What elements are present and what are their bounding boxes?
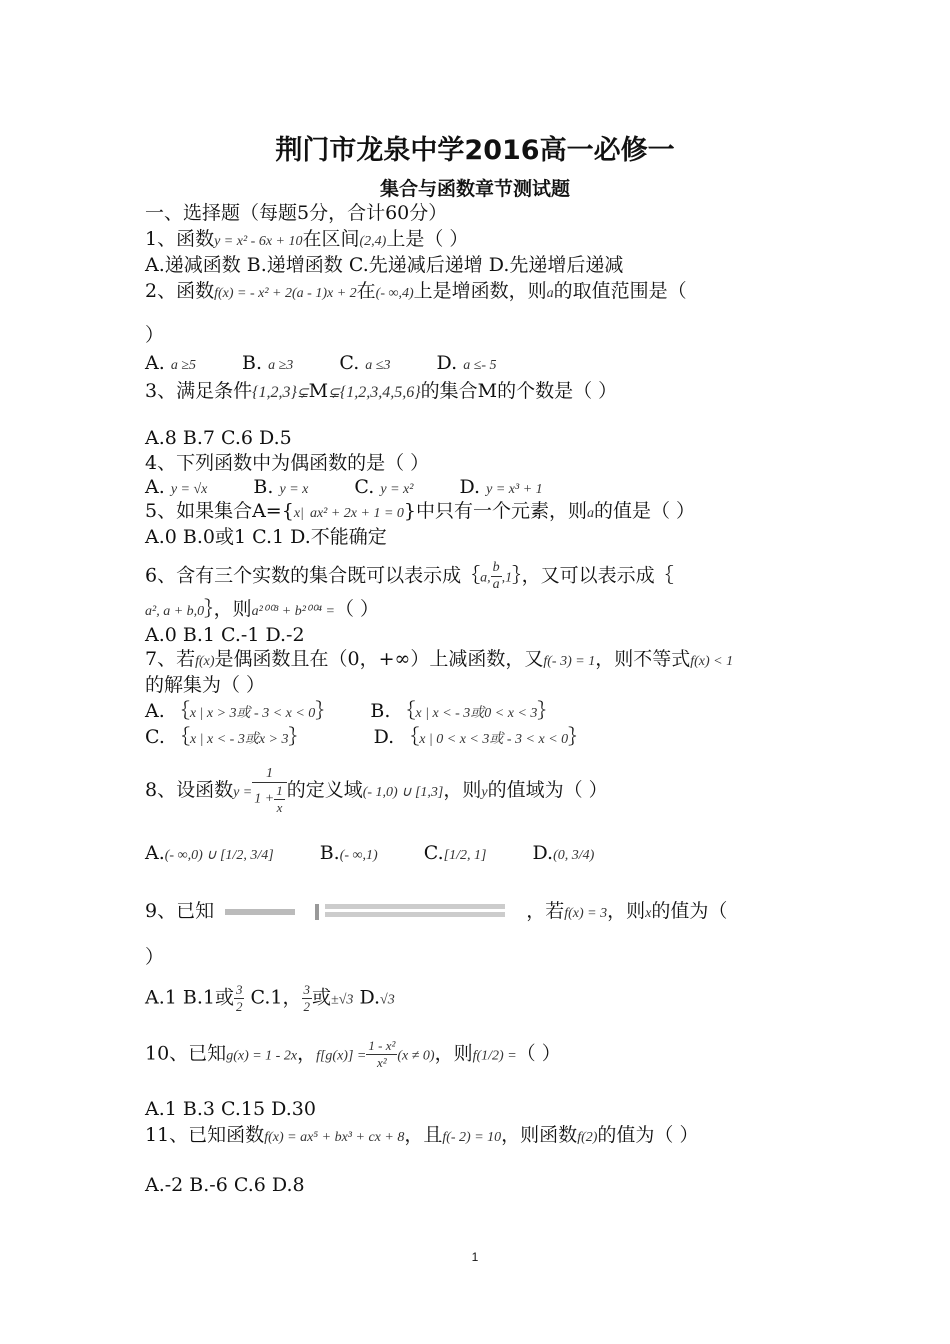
q9-text2: ，若 [526,900,565,922]
question-7 [145,646,900,675]
q9-c-num: 3 [303,982,311,997]
q7-opt-d: x | 0 < x < 3或 - 3 < x < 0 [419,732,569,747]
q10-cond: (x ≠ 0) [397,1048,435,1064]
q7-opt-a-label: A. ｛ [145,700,190,722]
question-1 [145,226,900,255]
q9-continuation: ） [145,946,165,968]
page-subtitle: 集合与函数章节测试题 [379,178,570,200]
q8-opt-d: (0, 3/4) [553,848,595,863]
q9-b-den: 2 [235,999,243,1014]
q3-subset-symbol-1: ⊊ [296,386,309,401]
q10-fraction [366,1038,397,1071]
q8-domain: (- 1,0) ∪ [1,3] [362,785,444,800]
q7-text: 7、若 [145,648,196,670]
q11-text: 11、已知函数 [145,1124,265,1146]
q11-f2: f(2) [577,1130,598,1145]
q5-text: 5、如果集合A={ [145,500,294,522]
q4-opt-a-label: A. [145,476,165,498]
q4-opt-b: y = x [279,482,309,497]
q2-text2: 在 [356,280,376,302]
q2-continuation: ） [145,324,165,346]
q9-text4: 的值为（ [651,900,728,922]
q7-line2: 的解集为（ ） [145,674,266,696]
q2-opt-b: a ≥3 [268,358,294,373]
q7-opt-b-label: B. ｛ [370,700,416,722]
q9-opt-ab: A.1 B.1或 [145,986,234,1009]
q7-opt-d-label: D. ｛ [373,726,420,748]
page-title: 荆门市龙泉中学2016高一必修一 [275,135,675,166]
q2-opt-a-label: A. [145,352,165,374]
q2-interval: (- ∞,4) [375,286,414,301]
q3-set2: {1,2,3,4,5,6} [339,384,421,401]
q9-text: 9、已知 [145,900,215,922]
q7-opt-c: x | x < - 3或x > 3 [189,732,289,747]
q9-smudge-4 [325,912,505,917]
q4-opt-d: y = x³ + 1 [486,482,543,497]
q1-interval: (2,4) [359,234,387,249]
q2-opt-b-label: B. [242,352,263,374]
q2-text: 2、函数 [145,280,215,302]
q8-fraction [252,766,286,816]
q9-options [145,982,900,1015]
page-number: 1 [471,1250,479,1264]
question-6 [145,560,900,593]
q6-text3: ｝，则 [204,598,252,620]
q10-fg: f[g(x)] = [316,1048,367,1064]
q2-text4: 的取值范围是（ [553,280,687,302]
q9-smudge-1 [225,909,295,915]
q7-text3: ，则不等式 [595,648,691,670]
q11-cond: f(- 2) = 10 [442,1130,502,1145]
question-2 [145,278,900,307]
q4-opt-d-label: D. [459,476,481,498]
q8-opt-c: [1/2, 1] [443,848,487,863]
q10-text2: ，则 [434,1042,473,1065]
q11-f: f(x) = ax⁵ + bx³ + cx + 8 [264,1130,405,1145]
q7-opt-b-end: ｝ [537,700,557,722]
q9-opt-d: √3 [380,992,395,1008]
question-4: 4、下列函数中为偶函数的是（ ） [145,452,430,474]
q3-m: M [308,380,329,402]
q8-var: y [481,785,488,800]
q8-y: y = [233,785,253,800]
q8-opt-b: (- ∞,1) [339,848,378,863]
q9-illegible-formula-image [220,901,520,923]
q10-text: 10、已知 [145,1042,227,1065]
q2-opt-c: a ≤3 [365,358,391,373]
q11-text2: ，且 [404,1124,443,1146]
q2-opt-c-label: C. [339,352,360,374]
q7-opt-c-end: ｝ [288,726,308,748]
q6-expr: a²⁰⁰³ + b²⁰⁰⁴ = [251,604,335,619]
q2-var: a [546,286,554,301]
q10-f-half: f(1/2) = [472,1048,517,1064]
question-3 [145,378,900,407]
q8-opt-a: (- ∞,0) ∪ [1/2, 3/4] [164,848,274,863]
q1-text2: 在区间 [302,228,360,250]
q4-opt-c-label: C. [354,476,375,498]
q3-subset-symbol-2: ⊊ [328,386,340,401]
q7-cond: f(- 3) = 1 [543,654,596,669]
q9-text3: ，则 [607,900,646,922]
q10-g: g(x) = 1 - 2x [226,1048,298,1064]
q3-text: 3、满足条件 [145,380,253,402]
q2-opt-a: a ≥5 [170,358,196,373]
q7-opt-a-end: ｝ [315,700,335,722]
q10-text3: （ ） [516,1042,561,1065]
q7-opt-a: x | x > 3或 - 3 < x < 0 [189,706,316,721]
q8-den-text: 1 + [254,791,275,807]
q1-math: y = x² - 6x + 10 [214,234,303,249]
q2-math: f(x) = - x² + 2(a - 1)x + 2 [214,286,357,301]
q11-text3: ，则函数 [501,1124,578,1146]
q9-var: x [645,906,652,921]
q8-opt-d-label: D. [532,842,554,864]
q6-frac-den: a [492,577,500,592]
q7-options-ab [145,698,900,727]
q7-opt-c-label: C. ｛ [145,726,190,748]
q5-equation: ax² + 2x + 1 = 0 [309,506,404,521]
q6-options: A.0 B.1 C.-1 D.-2 [145,624,305,646]
q6-text2: ｝，又可以表示成｛ [512,564,674,587]
q8-inner-den: x [276,800,283,815]
q8-opt-c-label: C. [423,842,444,864]
q9-smudge-2 [315,904,319,920]
question-5 [145,498,900,527]
q5-options: A.0 B.0或1 C.1 D.不能确定 [145,526,387,548]
question-10 [145,1038,900,1071]
q7-options-cd [145,724,900,753]
q8-text2: 的定义域 [286,779,363,801]
q6-set2: a², a + b,0 [145,604,205,619]
q11-text4: 的值为（ ） [597,1124,699,1146]
q9-cond: f(x) = 3 [564,906,608,921]
q6-set-a: a, [480,570,491,586]
q8-frac-num: 1 [252,766,286,783]
q5-var: a [587,506,595,521]
q10-num: 1 - x² [368,1038,396,1053]
q10-comma: ， [297,1042,317,1065]
q2-text3: 上是增函数，则 [413,280,547,302]
q10-den: x² [377,1055,387,1070]
q8-opt-b-label: B. [319,842,340,864]
q6-text4: （ ） [334,598,380,620]
question-11 [145,1122,900,1151]
q1-text3: 上是（ ） [386,228,469,250]
q7-text2: 是偶函数且在（0，+∞）上减函数，又 [214,648,544,670]
q8-opt-a-label: A. [145,842,165,864]
q7-opt-b: x | x < - 3或0 < x < 3 [415,706,538,721]
q5-x: x [293,506,301,521]
q7-inequality: f(x) < 1 [690,654,734,669]
q9-opt-c-fraction [302,982,313,1015]
q8-inner-fraction [274,783,285,816]
q6-frac-num: b [492,560,500,575]
q9-opt-b-fraction [234,982,245,1015]
q8-frac-den [252,783,286,816]
q1-options: A.递减函数 B.递增函数 C.先递减后递增 D.先递增后递减 [145,254,624,276]
q1-text: 1、函数 [145,228,215,250]
q7-f: f(x) [195,654,215,669]
q2-options [145,350,900,379]
question-9 [145,898,900,927]
q6-set-end: ,1 [501,570,513,586]
q5-bar: | [300,506,304,521]
q8-text3: ，则 [443,779,482,801]
q4-opt-b-label: B. [253,476,274,498]
q8-inner-num: 1 [276,783,283,798]
q4-opt-c: y = x² [380,482,414,497]
q9-c-or: 或 [312,986,332,1009]
q3-options: A.8 B.7 C.6 D.5 [145,427,292,449]
question-8 [145,766,900,816]
q9-c-val: ±√3 [331,992,354,1008]
q10-options: A.1 B.3 C.15 D.30 [145,1098,316,1120]
q8-text: 8、设函数 [145,779,234,801]
q9-smudge-3 [325,904,505,909]
q3-text2: 的集合M的个数是（ ） [420,380,618,402]
q9-c-den: 2 [303,999,311,1014]
q6-text: 6、含有三个实数的集合既可以表示成｛ [145,564,481,587]
section-heading: 一、选择题（每题5分，合计60分） [145,202,448,224]
q9-opt-c-label: C.1， [244,986,302,1009]
q9-opt-d-label: D. [353,986,381,1009]
q6-line2 [145,596,900,625]
q9-b-num: 3 [235,982,243,997]
q7-opt-d-end: ｝ [568,726,588,748]
q3-set1: {1,2,3} [252,384,297,401]
q11-options: A.-2 B.-6 C.6 D.8 [145,1174,305,1196]
q2-opt-d-label: D. [436,352,458,374]
q6-fraction [491,560,502,593]
q4-opt-a: y = √x [170,482,208,497]
q8-options [145,840,900,869]
q5-text3: 的值是（ ） [594,500,696,522]
q2-opt-d: a ≤- 5 [463,358,497,373]
q5-text2: }中只有一个元素，则 [403,500,588,522]
q8-text4: 的值域为（ ） [487,779,608,801]
